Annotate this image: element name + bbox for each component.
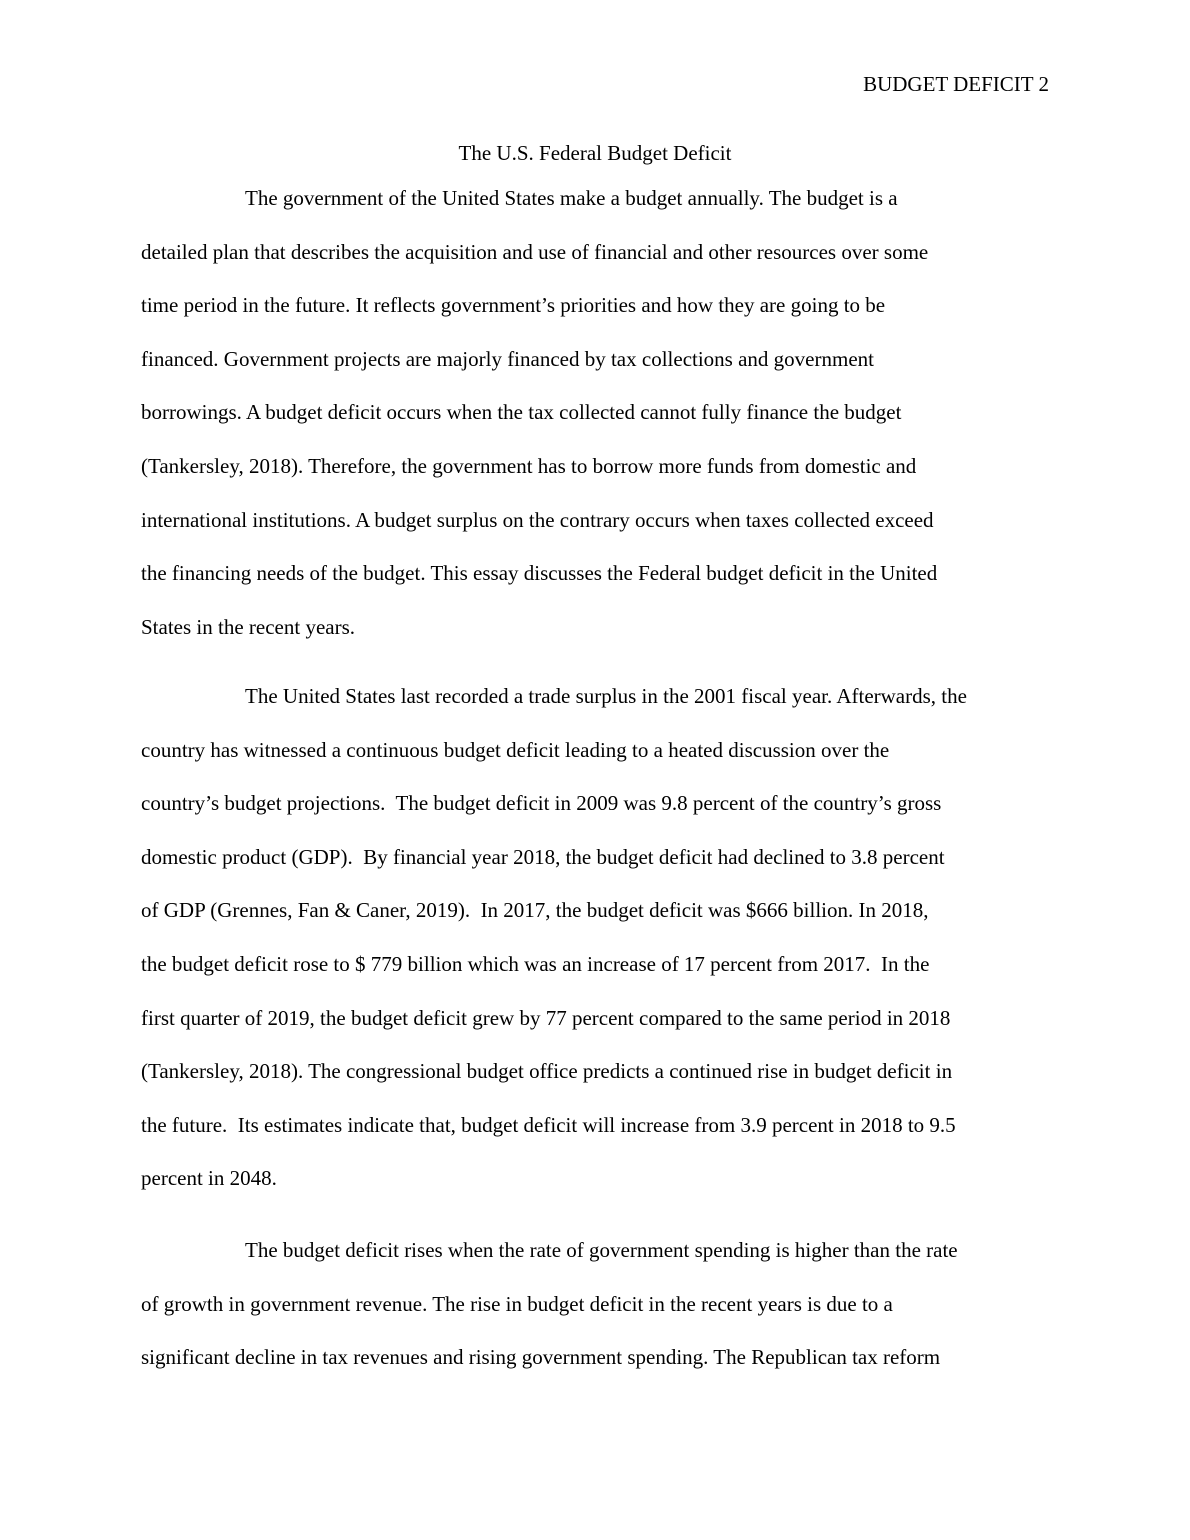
paragraph-line: borrowings. A budget deficit occurs when the tax collected cannot fully finance the budget	[141, 400, 902, 425]
paragraph-line: country has witnessed a continuous budget deficit leading to a heated discussion over the	[141, 737, 890, 762]
paragraph-line: financed. Government projects are majorly financed by tax collections and government	[141, 346, 874, 371]
paragraph-3	[141, 1236, 1061, 1397]
paragraph-line: The budget deficit rises when the rate of government spending is higher than the rate	[245, 1238, 958, 1262]
paragraph-line: the budget deficit rose to $ 779 billion which was an increase of 17 percent from 2017. In the	[141, 951, 930, 976]
paragraph-line: domestic product (GDP). By financial year 2018, the budget deficit had declined to 3.8 percent	[141, 844, 945, 869]
paragraph-line: (Tankersley, 2018). The congressional budget office predicts a continued rise in budget deficit in	[141, 1059, 953, 1084]
paragraph-line: significant decline in tax revenues and rising government spending. The Republican tax reform	[141, 1345, 941, 1370]
paragraph-line: first quarter of 2019, the budget deficit grew by 77 percent compared to the same period in 2018	[141, 1005, 951, 1030]
paragraph-line: the future. Its estimates indicate that, budget deficit will increase from 3.9 percent in 2018 to 9.5	[141, 1112, 956, 1137]
paragraph-line: international institutions. A budget surplus on the contrary occurs when taxes collected exceed	[141, 507, 934, 532]
paragraph-line: States in the recent years.	[141, 614, 355, 639]
paragraph-line: (Tankersley, 2018). Therefore, the government has to borrow more funds from domestic and	[141, 453, 917, 478]
paragraph-line: of GDP (Grennes, Fan & Caner, 2019). In 2017, the budget deficit was $666 billion. In 2018,	[141, 898, 929, 923]
paragraph-line: percent in 2048.	[141, 1166, 277, 1191]
paragraph-line: The government of the United States make a budget annually. The budget is a	[245, 186, 898, 210]
paragraph-line: The United States last recorded a trade surplus in the 2001 fiscal year. Afterwards, the	[245, 684, 967, 708]
paragraph-line: detailed plan that describes the acquisition and use of financial and other resources over some	[141, 239, 929, 264]
paragraph-2	[141, 682, 1061, 1218]
page-title: The U.S. Federal Budget Deficit	[458, 141, 732, 165]
paragraph-line: country’s budget projections. The budget deficit in 2009 was 9.8 percent of the country’s gross	[141, 791, 942, 816]
paragraph-line: of growth in government revenue. The rise in budget deficit in the recent years is due to a	[141, 1291, 893, 1316]
paragraph-line: the financing needs of the budget. This essay discusses the Federal budget deficit in the United	[141, 561, 938, 586]
running-head: BUDGET DEFICIT 2	[863, 72, 1049, 96]
paragraph-line: time period in the future. It reflects government’s priorities and how they are going to be	[141, 293, 886, 318]
paragraph-1	[141, 184, 1061, 666]
